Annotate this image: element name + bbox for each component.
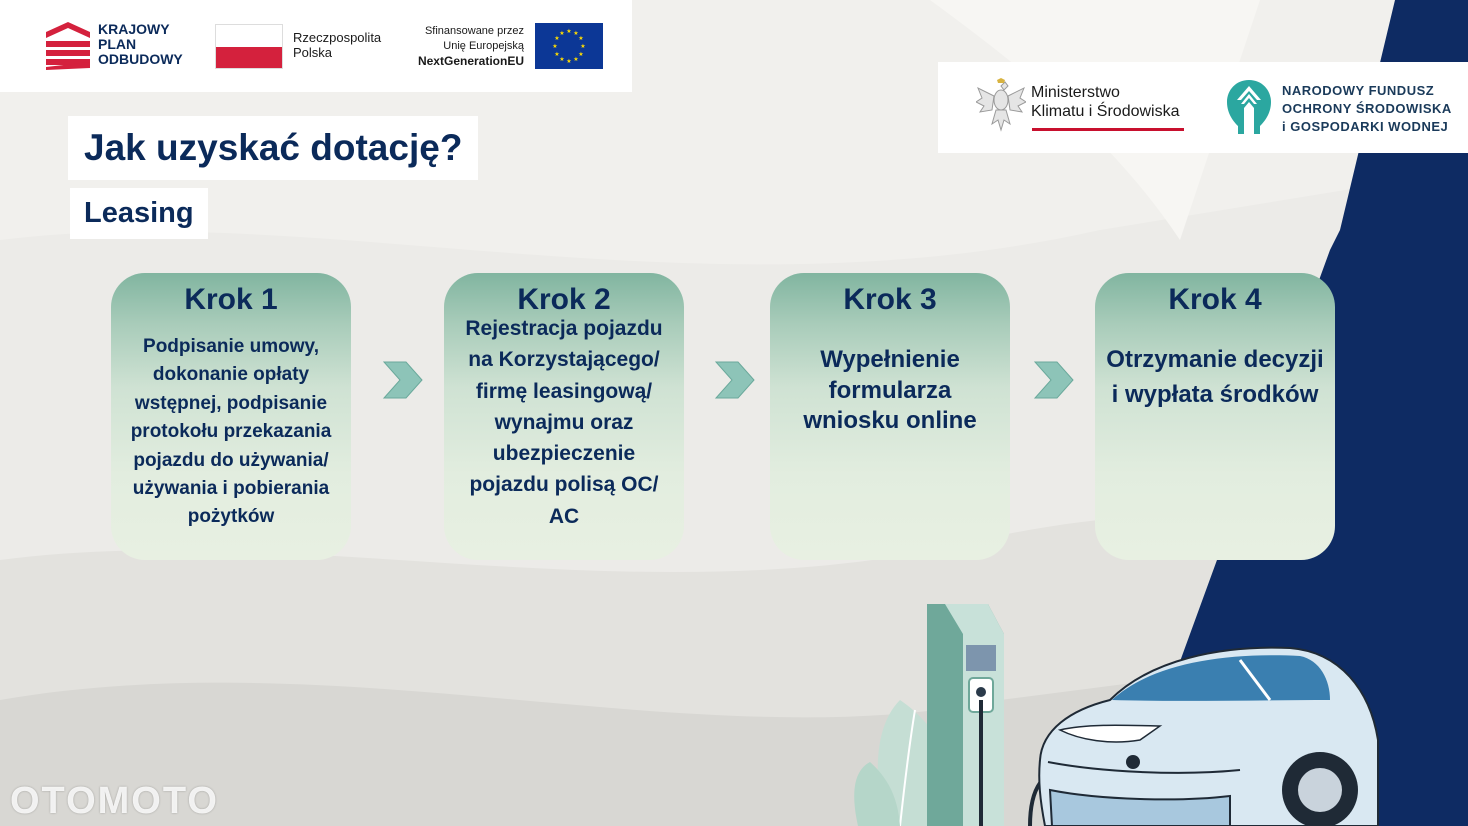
kpo-line: ODBUDOWY bbox=[98, 51, 183, 67]
step-card-2 bbox=[444, 273, 684, 560]
svg-text:★: ★ bbox=[554, 35, 560, 42]
svg-text:★: ★ bbox=[573, 56, 579, 63]
eu-line: Unię Europejską bbox=[443, 40, 524, 52]
ministry-line: Klimatu i Środowiska bbox=[1031, 103, 1180, 120]
step-description: Otrzymanie decyzji i wypłata środków bbox=[1106, 346, 1324, 408]
eu-line: NextGenerationEU bbox=[417, 54, 524, 68]
page-subtitle-box bbox=[70, 188, 208, 239]
poland-flag-icon bbox=[215, 24, 283, 69]
funding-logo-bar bbox=[0, 0, 632, 92]
svg-text:★: ★ bbox=[566, 28, 572, 35]
step-description: Podpisanie umowy, dokonanie opłaty wstępnej, podpisanie protokołu przekazania pojazdu do używania/ używania i pobierania pożytków bbox=[130, 336, 332, 528]
eu-line: Sfinansowane przez bbox=[424, 25, 524, 37]
partner-logo-bar bbox=[938, 62, 1468, 153]
eu-flag-icon bbox=[535, 23, 603, 69]
rp-line: Rzeczpospolita bbox=[293, 30, 382, 45]
step-title: Krok 4 bbox=[1168, 283, 1262, 316]
page-title-box bbox=[68, 116, 478, 180]
fund-line: OCHRONY ŚRODOWISKA bbox=[1282, 101, 1452, 116]
fund-line: NARODOWY FUNDUSZ bbox=[1282, 83, 1435, 98]
page-title: Jak uzyskać dotację? bbox=[84, 127, 463, 168]
step-title: Krok 3 bbox=[843, 283, 937, 316]
polish-eagle-icon bbox=[976, 78, 1026, 134]
step-title: Krok 2 bbox=[517, 283, 611, 316]
otomoto-watermark: OTOMOTO bbox=[10, 780, 219, 822]
chevron-right-icon bbox=[380, 358, 424, 402]
rp-line: Polska bbox=[293, 45, 333, 60]
svg-text:★: ★ bbox=[580, 43, 586, 50]
kpo-line: PLAN bbox=[98, 36, 137, 52]
ministry-underline bbox=[1032, 128, 1184, 131]
kpo-logo-text bbox=[98, 22, 208, 67]
fund-line: i GOSPODARKI WODNEJ bbox=[1282, 119, 1449, 134]
step-description: Rejestracja pojazdu na Korzystającego/ firmę leasingową/ wynajmu oraz ubezpieczenie pojazdu polisą OC/ AC bbox=[465, 317, 663, 528]
eu-funding-text bbox=[418, 24, 524, 69]
rp-logo-text bbox=[293, 30, 381, 60]
page-subtitle: Leasing bbox=[84, 197, 194, 229]
kpo-line: KRAJOWY bbox=[98, 21, 170, 37]
step-title: Krok 1 bbox=[184, 283, 278, 316]
svg-text:★: ★ bbox=[578, 51, 584, 58]
ministry-name bbox=[1031, 83, 1180, 121]
step-card-4 bbox=[1095, 273, 1335, 560]
svg-text:★: ★ bbox=[559, 30, 565, 37]
step-card-3 bbox=[770, 273, 1010, 560]
svg-text:★: ★ bbox=[573, 30, 579, 37]
kpo-logo-icon bbox=[46, 22, 90, 70]
chevron-right-icon bbox=[712, 358, 756, 402]
step-description: Wypełnienie formularza wniosku online bbox=[803, 346, 977, 434]
nfosigw-logo-icon bbox=[1224, 78, 1274, 134]
svg-text:★: ★ bbox=[578, 35, 584, 42]
fund-name bbox=[1282, 82, 1452, 136]
svg-text:★: ★ bbox=[552, 43, 558, 50]
svg-text:★: ★ bbox=[559, 56, 565, 63]
chevron-right-icon bbox=[1031, 358, 1075, 402]
step-card-1 bbox=[111, 273, 351, 560]
svg-text:★: ★ bbox=[566, 58, 572, 65]
svg-text:★: ★ bbox=[554, 51, 560, 58]
ministry-line: Ministerstwo bbox=[1031, 84, 1120, 101]
